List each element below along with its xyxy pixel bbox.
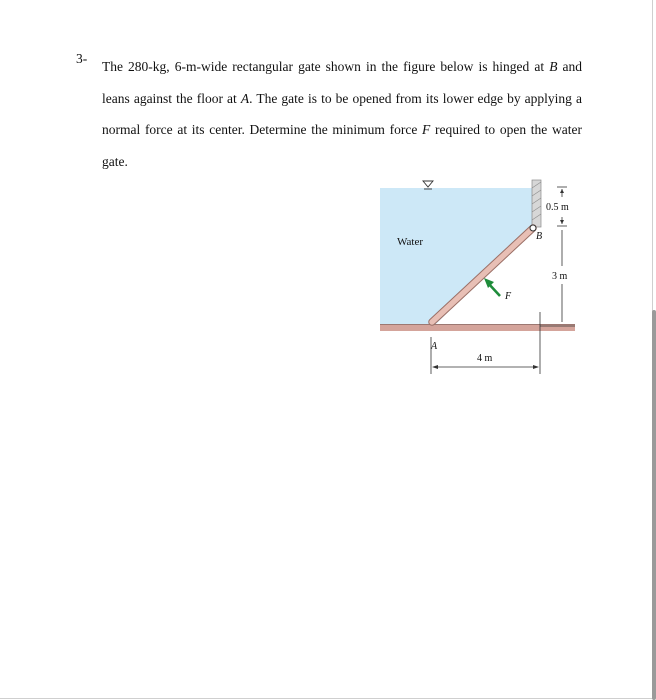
var-a: A xyxy=(240,90,250,106)
problem-number: 3- xyxy=(76,51,88,66)
free-surface-icon xyxy=(423,181,433,189)
var-f: F xyxy=(422,122,431,137)
text-part: and leans against the floor at xyxy=(102,59,583,106)
gate-figure xyxy=(370,172,580,382)
floor xyxy=(380,324,575,331)
text-part: required to open the water gate. xyxy=(102,122,582,169)
text-part: The 280-kg, 6-m-wide rectangular gate shown in the figure below is hinged at xyxy=(102,59,550,74)
text-part: . The gate is to be opened from its lower edge by applying a normal force at its center. Determine the minimum force xyxy=(102,90,582,137)
force-label: F xyxy=(505,291,512,302)
scrollbar[interactable] xyxy=(652,310,656,700)
problem-statement xyxy=(102,51,582,177)
point-a-label: A xyxy=(431,341,438,352)
var-b: B xyxy=(549,59,558,74)
water-region xyxy=(380,188,533,325)
dim-top-label: 0.5 m xyxy=(546,202,569,213)
dim-width xyxy=(431,312,540,374)
water-label: Water xyxy=(397,236,423,248)
force-arrow xyxy=(484,278,500,296)
point-b-label: B xyxy=(536,231,543,242)
dim-width-label: 4 m xyxy=(477,353,493,364)
dim-height-label: 3 m xyxy=(552,271,568,282)
